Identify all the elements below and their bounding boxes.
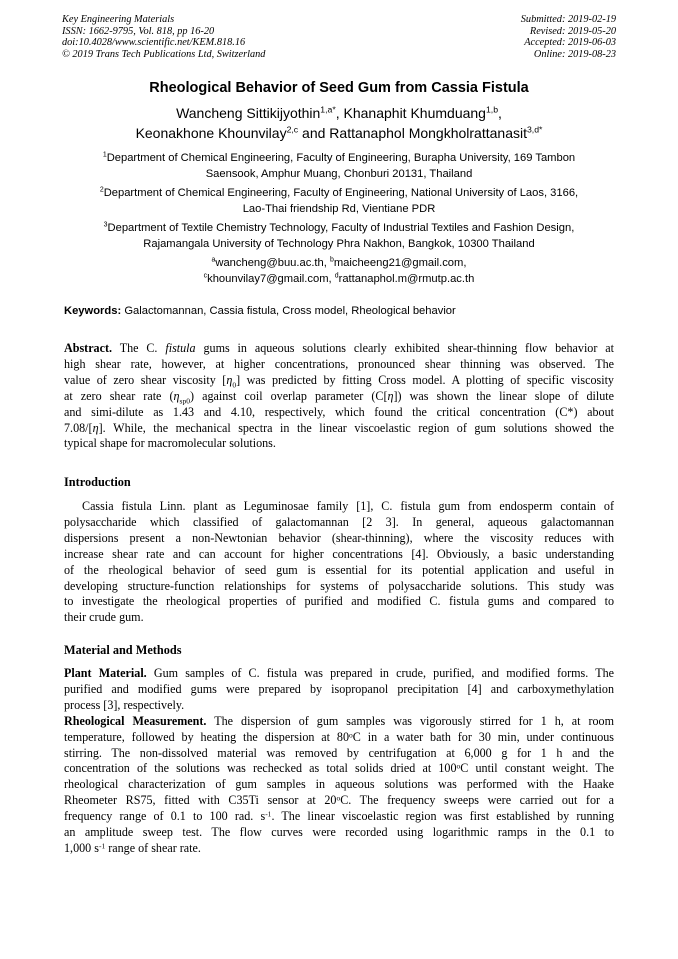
author-affiliation-mark: 3,d* (526, 124, 543, 135)
subscript: sp0 (179, 396, 190, 406)
author-affiliation-mark: 1,a* (320, 104, 336, 115)
methods-line: stirring. The non-dissolved material was removed by centrifugation at 6,000 g for 1 h and the (64, 745, 614, 760)
abstract-line (64, 389, 614, 405)
text-run: . The linear viscoelastic region was first established by running (271, 809, 615, 824)
affiliation-mark: 1 (102, 151, 107, 159)
abstract-line: and simi-dilute as 1.43 and 4.10, respectively, which found the critical concentration (C*) about (64, 404, 614, 419)
text-run: ) against coil overlap parameter (C[ (189, 388, 388, 403)
author-emails (66, 255, 612, 287)
text-run: 7.08/[ (64, 420, 93, 435)
plant-material-label: Plant Material. (64, 666, 147, 680)
author-affiliation-mark: 2,c (286, 124, 299, 135)
email-mark: c (203, 272, 208, 280)
email-link[interactable]: maicheeng21@gmail.com, (333, 257, 467, 269)
intro-line: increase shear rate and can account for higher concentrations [4]. Obviously, a basic understanding (64, 546, 614, 561)
email-link[interactable]: wancheng@buu.ac.th, (215, 257, 327, 269)
affiliation-line: Department of Textile Chemistry Technology, Faculty of Industrial Textiles and Fashion Design, (107, 222, 575, 234)
methods-line (64, 761, 614, 777)
journal-name: Key Engineering Materials (62, 14, 175, 25)
intro-line: polysaccharide which classified of galactomannan [2 3]. In general, aqueous galactomannan (64, 514, 614, 529)
methods-line (64, 714, 614, 730)
text-run: range of shear rate. (108, 840, 201, 855)
keywords-label: Keywords: (64, 305, 122, 317)
email-mark: b (329, 256, 334, 264)
affiliation-line: Department of Chemical Engineering, Faculty of Engineering, National University of Laos, 3166, (103, 187, 579, 199)
text-run: The C. (119, 341, 158, 355)
section-heading-methods: Material and Methods (64, 643, 182, 657)
intro-line: Cassia fistula Linn. plant as Leguminosae family [1], C. fistula gum from endosperm contain of (82, 499, 614, 513)
affiliation-2 (66, 185, 612, 217)
author-affiliation-mark: 1,b (485, 104, 499, 115)
subscript: 0 (232, 380, 237, 390)
accepted-date: Accepted: 2019-06-03 (524, 37, 616, 48)
text-run: ] was predicted by fitting Cross model. A plotting of specific viscosity (236, 372, 614, 387)
methods-line (64, 809, 614, 825)
methods-line (64, 666, 614, 682)
text-run: temperature, followed by heating the dispersion at 80 (64, 729, 350, 744)
introduction-body (64, 499, 614, 626)
text-run: concentration of the solutions was rechecked as total solids dried at 100 (64, 761, 457, 776)
methods-line (64, 841, 614, 857)
abstract-line (64, 341, 614, 357)
affiliation-line: Lao-Thai friendship Rd, Vientiane PDR (242, 203, 436, 215)
abstract-line: typical shape for macromolecular solutions. (64, 436, 276, 451)
symbol-eta: η (173, 388, 180, 403)
journal-doi: doi:10.4028/www.scientific.net/KEM.818.16 (62, 37, 246, 48)
abstract-line (64, 373, 614, 389)
methods-line (64, 730, 614, 746)
affiliation-mark: 3 (103, 221, 108, 229)
abstract-line: high shear rate, however, at higher concentrations, pronounced shear thinning was observed. The (64, 356, 614, 371)
superscript: o (349, 730, 353, 740)
author-name: Khanaphit Khumduang (343, 105, 486, 121)
text-run: ]) was shown the linear slope of dilute (393, 388, 614, 403)
publication-dates (521, 14, 616, 60)
email-link[interactable]: rattanaphol.m@rmutp.ac.th (338, 273, 475, 285)
symbol-eta: η (226, 372, 233, 387)
text-run: C until constant weight. The (460, 761, 614, 776)
keywords (64, 305, 616, 317)
intro-line: their crude gum. (64, 610, 144, 625)
rheological-measurement-label: Rheological Measurement. (64, 713, 207, 728)
author-conjunction: and (302, 125, 326, 141)
methods-line: rheological characterization of gum samples in aqueous solutions was performed with the Haake (64, 777, 614, 792)
methods-body (64, 666, 614, 857)
intro-line: developing structure-function relationships for systems of polysaccharide solutions. This study was (64, 578, 614, 593)
symbol-eta: η (387, 388, 394, 403)
text-run: Rheometer RS75, fitted with C35Ti sensor at 20 (64, 793, 337, 808)
author-name: Rattanaphol Mongkholrattanasit (329, 125, 527, 141)
text-run: frequency range of 0.1 to 100 rad. s (64, 809, 266, 824)
online-date: Online: 2019-08-23 (533, 48, 616, 60)
methods-line (64, 793, 614, 809)
superscript: -1 (98, 841, 106, 851)
author-list: Wancheng Sittikijyothin$^{1,a*}$, Khanaphit Khumduang$^{1,b}$, Keonakhone Khounvilay$^{2,c}$ and Rattanaphol Mongkholrattanasit$^{3,d*}$ (135, 104, 543, 141)
intro-line: of the rheological behavior of seed gum is essential for its potential application and useful in (64, 562, 614, 577)
superscript: o (336, 793, 341, 803)
species-name: fistula (165, 341, 196, 355)
superscript: -1 (265, 809, 272, 819)
text-run: C. The frequency sweeps were carried out for a (340, 793, 614, 808)
revised-date: Revised: 2019-05-20 (529, 25, 616, 37)
abstract (64, 341, 614, 452)
methods-line: process [3], respectively. (64, 697, 185, 712)
methods-line: an amplitude sweep test. The flow curves were recorded using logarithmic ramps in the 0.1 to (64, 825, 614, 840)
author-name: Keonakhone Khounvilay (135, 125, 287, 141)
text-run: C in a water bath for 30 min, under continuous (352, 729, 614, 744)
paper-title: Rheological Behavior of Seed Gum from Cassia Fistula (149, 80, 529, 96)
text-run: value of zero shear viscosity [ (64, 372, 227, 387)
affiliation-line: Rajamangala University of Technology Phra Nakhon, Bangkok, 10300 Thailand (143, 238, 535, 250)
abstract-line (64, 421, 614, 437)
text-run: 1,000 s (64, 840, 99, 855)
abstract-label: Abstract. (64, 341, 113, 355)
author-name: Wancheng Sittikijyothin (176, 105, 321, 121)
affiliation-line: Department of Chemical Engineering, Faculty of Engineering, Burapha University, 169 Tambon (106, 152, 576, 164)
methods-line: purified and modified gums were prepared by isopropanol precipitation [4] and carboxymethylation (64, 681, 614, 696)
superscript: o (456, 762, 461, 772)
email-mark: d (334, 272, 339, 280)
text-run: The dispersion of gum samples was vigorously stirred for 1 h, at room (214, 713, 615, 728)
intro-line: to investigate the rheological properties of purified and modified C. fistula gums and compared to (64, 594, 614, 609)
journal-issn: ISSN: 1662-9795, Vol. 818, pp 16-20 (62, 25, 215, 37)
submitted-date: Submitted: 2019-02-19 (520, 14, 616, 25)
intro-line: dispersions present a non-Newtonian behavior (shear-thinning), where the viscosity reduces with (64, 530, 614, 545)
text-run: ]. While, the mechanical spectra in the linear viscoelastic region of gum solutions showed the (98, 420, 614, 435)
affiliation-1 (66, 150, 612, 182)
affiliation-line: Saensook, Amphur Muang, Chonburi 20131, Thailand (205, 168, 473, 180)
keywords-text: Galactomannan, Cassia fistula, Cross model, Rheological behavior (124, 305, 456, 317)
affiliation-3 (66, 220, 612, 252)
section-heading-introduction: Introduction (64, 475, 131, 489)
email-link[interactable]: khounvilay7@gmail.com, (207, 273, 332, 285)
text-run: Gum samples of C. fistula was prepared in crude, purified, and modified forms. The (153, 666, 614, 680)
symbol-eta: η (92, 420, 99, 435)
journal-info (62, 14, 265, 60)
affiliation-mark: 2 (99, 186, 104, 194)
text-run: at zero shear rate ( (64, 388, 174, 403)
email-mark: a (211, 256, 216, 264)
text-run: gums in aqueous solutions clearly exhibited shear-thinning flow behavior at (203, 341, 614, 355)
journal-copyright: © 2019 Trans Tech Publications Ltd, Switzerland (62, 48, 266, 60)
